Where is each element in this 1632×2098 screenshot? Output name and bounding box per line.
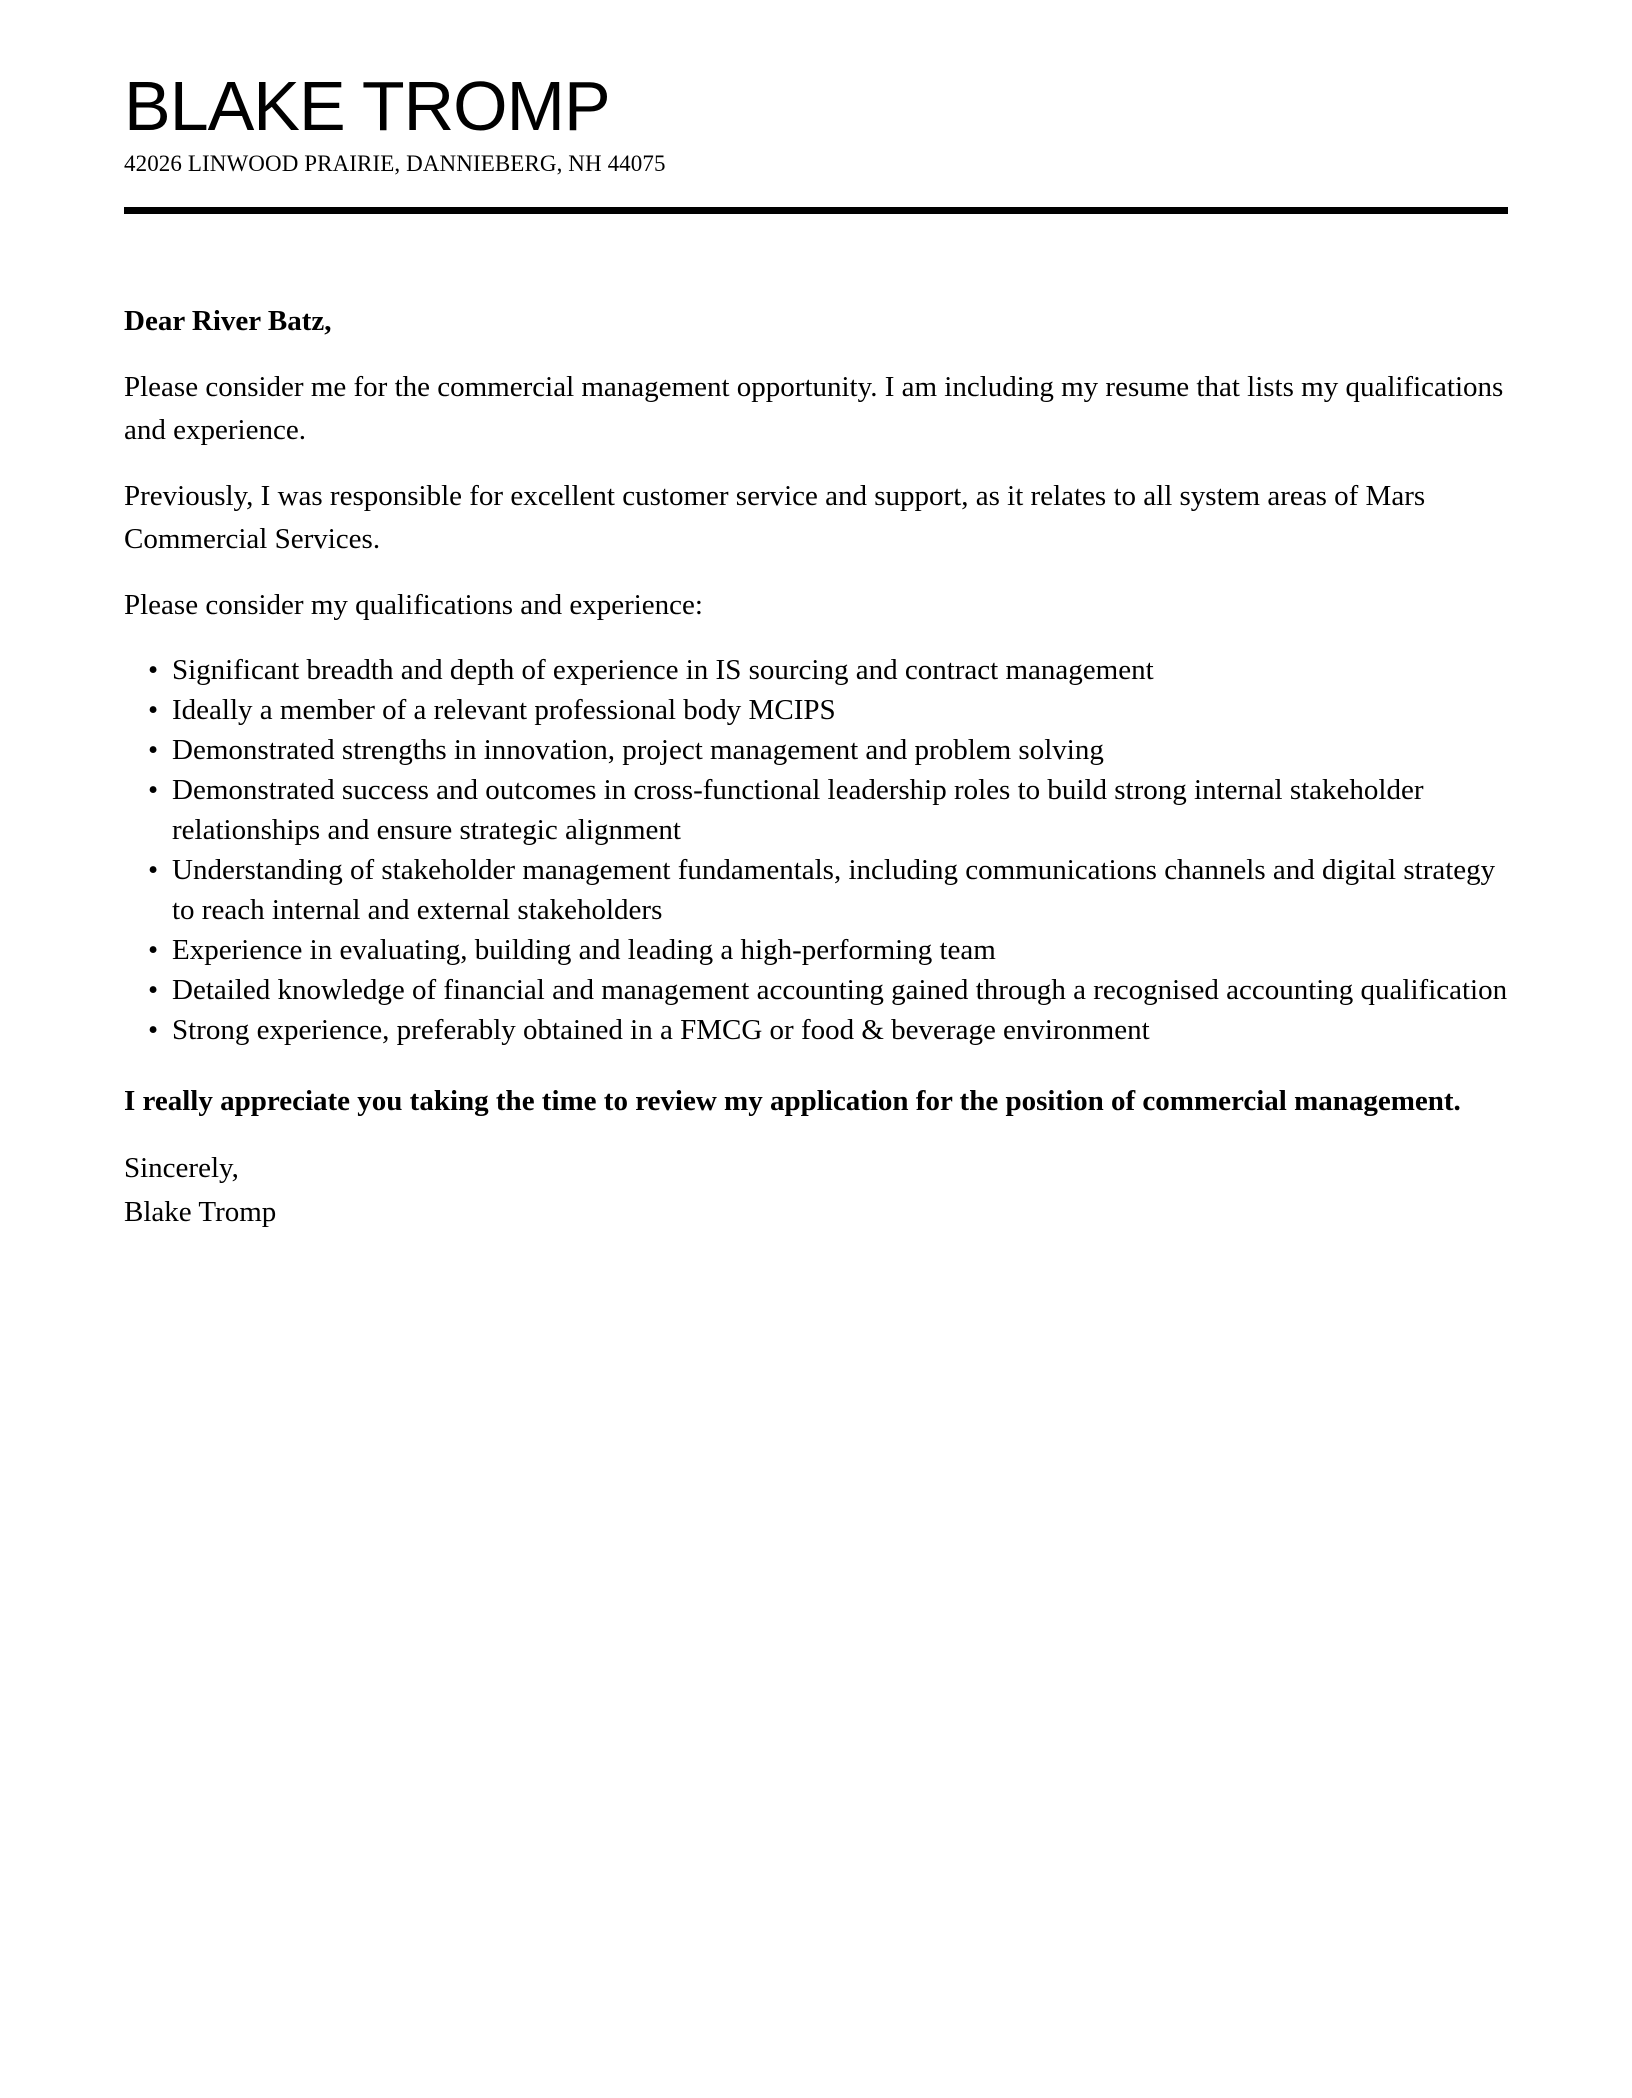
list-item-text: Ideally a member of a relevant professional body MCIPS bbox=[172, 694, 836, 726]
sender-address: 42026 LINWOOD PRAIRIE, DANNIEBERG, NH 44075 bbox=[124, 151, 666, 176]
qualifications-lead-in: Please consider my qualifications and experience: bbox=[124, 589, 703, 621]
list-item bbox=[148, 1010, 1508, 1050]
signature: Blake Tromp bbox=[124, 1196, 277, 1228]
bullet-icon: • bbox=[148, 774, 159, 806]
bullet-icon: • bbox=[148, 734, 159, 766]
closing-paragraph: I really appreciate you taking the time to review my application for the position of commercial management. bbox=[124, 1085, 1461, 1117]
list-item bbox=[148, 730, 1508, 770]
list-item bbox=[148, 770, 1508, 850]
signoff: Sincerely, bbox=[124, 1152, 239, 1184]
header-divider bbox=[124, 207, 1508, 214]
qualifications-list bbox=[124, 650, 1508, 1050]
bullet-icon: • bbox=[148, 694, 159, 726]
list-item bbox=[148, 650, 1508, 690]
list-item-text: Significant breadth and depth of experience in IS sourcing and contract management bbox=[172, 654, 1154, 686]
list-item-text: Understanding of stakeholder management fundamentals, including communications channels and digital strategy to reach internal and external stakeholders bbox=[172, 854, 1496, 926]
list-item bbox=[148, 690, 1508, 730]
bullet-icon: • bbox=[148, 854, 159, 886]
letter-body bbox=[124, 300, 1508, 1234]
intro-paragraph: Please consider me for the commercial management opportunity. I am including my resume that lists my qualifications and experience. bbox=[124, 371, 1504, 446]
sender-name: BLAKE TROMP bbox=[124, 67, 610, 145]
greeting: Dear River Batz, bbox=[124, 305, 332, 337]
bullet-icon: • bbox=[148, 1014, 159, 1046]
list-item-text: Experience in evaluating, building and leading a high-performing team bbox=[172, 934, 996, 966]
bullet-icon: • bbox=[148, 934, 159, 966]
list-item-text: Demonstrated success and outcomes in cross-functional leadership roles to build strong internal stakeholder relationships and ensure strategic alignment bbox=[172, 774, 1424, 846]
list-item bbox=[148, 970, 1508, 1010]
list-item-text: Strong experience, preferably obtained in a FMCG or food & beverage environment bbox=[172, 1014, 1150, 1046]
list-item-text: Demonstrated strengths in innovation, project management and problem solving bbox=[172, 734, 1104, 766]
list-item bbox=[148, 850, 1508, 930]
list-item-text: Detailed knowledge of financial and management accounting gained through a recognised accounting qualification bbox=[172, 974, 1508, 1006]
bullet-icon: • bbox=[148, 654, 159, 686]
bullet-icon: • bbox=[148, 974, 159, 1006]
list-item bbox=[148, 930, 1508, 970]
experience-paragraph: Previously, I was responsible for excellent customer service and support, as it relates to all system areas of Mars Commercial Services. bbox=[124, 480, 1426, 555]
